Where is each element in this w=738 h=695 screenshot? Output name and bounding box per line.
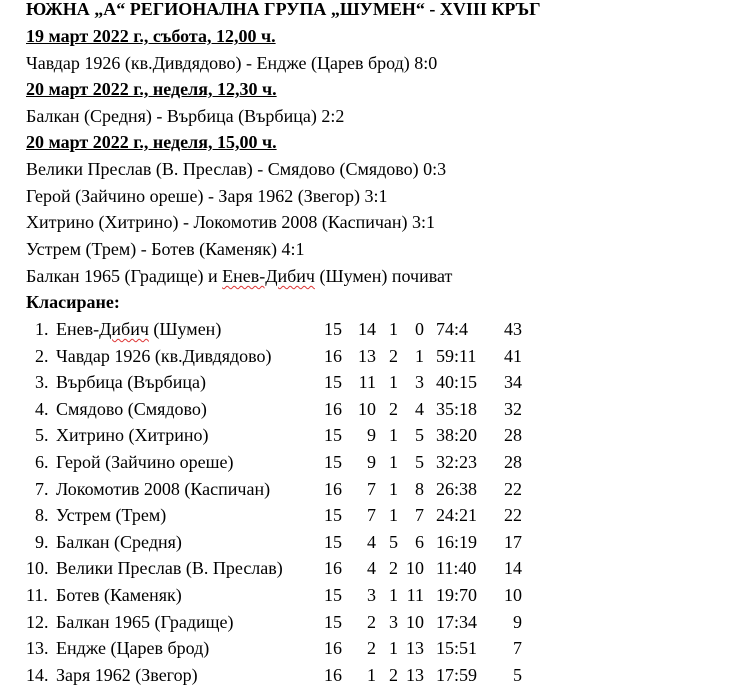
wins: 9 <box>367 452 376 472</box>
played: 15 <box>324 612 342 632</box>
draws: 2 <box>389 399 398 419</box>
team-position: 6. <box>35 452 49 472</box>
losses: 10 <box>406 558 424 578</box>
losses: 6 <box>415 532 424 552</box>
losses: 4 <box>415 399 424 419</box>
table-row <box>0 424 738 446</box>
team-position: 8. <box>35 505 49 525</box>
goal-difference: 26:38 <box>436 479 478 499</box>
match-date: 19 март 2022 г., събота, 12,00 ч. <box>26 26 276 46</box>
wins: 3 <box>367 585 376 605</box>
table-row <box>0 584 738 606</box>
wins: 1 <box>367 665 376 685</box>
played: 16 <box>324 638 342 658</box>
table-row <box>0 371 738 393</box>
table-row <box>0 504 738 526</box>
table-row <box>0 318 738 340</box>
table-row <box>0 557 738 579</box>
team-name: Хитрино (Хитрино) <box>56 425 209 445</box>
losses: 3 <box>415 372 424 392</box>
played: 15 <box>324 425 342 445</box>
team-position: 9. <box>35 532 49 552</box>
points: 14 <box>504 558 522 578</box>
wins: 10 <box>358 399 376 419</box>
wins: 4 <box>367 558 376 578</box>
draws: 5 <box>389 532 398 552</box>
points: 10 <box>504 585 522 605</box>
points: 28 <box>504 452 522 472</box>
table-row <box>0 664 738 686</box>
played: 15 <box>324 505 342 525</box>
match-result: Устрем (Трем) - Ботев (Каменяк) 4:1 <box>26 239 305 259</box>
resting-after: (Шумен) почиват <box>314 266 453 286</box>
team-name: Ботев (Каменяк) <box>56 585 182 605</box>
draws: 1 <box>389 505 398 525</box>
wins: 13 <box>358 346 376 366</box>
team-name: Ендже (Царев брод) <box>56 638 210 658</box>
wins: 7 <box>367 479 376 499</box>
table-row <box>0 451 738 473</box>
points: 5 <box>513 665 522 685</box>
wins: 11 <box>358 372 376 392</box>
team-name: Балкан 1965 (Градище) <box>56 612 234 632</box>
team-position: 12. <box>26 612 49 632</box>
goal-difference: 17:34 <box>436 612 478 632</box>
wins: 4 <box>367 532 376 552</box>
played: 15 <box>324 452 342 472</box>
goal-difference: 38:20 <box>436 425 478 445</box>
wins: 2 <box>367 638 376 658</box>
goal-difference: 17:59 <box>436 665 478 685</box>
played: 15 <box>324 372 342 392</box>
goal-difference: 11:40 <box>436 558 477 578</box>
goal-difference: 35:18 <box>436 399 478 419</box>
draws: 2 <box>389 346 398 366</box>
team-position: 10. <box>26 558 49 578</box>
points: 22 <box>504 505 522 525</box>
page-title: ЮЖНА „А“ РЕГИОНАЛНА ГРУПА „ШУМЕН“ - XVIII КРЪГ <box>26 0 541 19</box>
standings-heading: Класиране: <box>26 292 120 312</box>
points: 28 <box>504 425 522 445</box>
losses: 0 <box>415 319 424 339</box>
wins: 14 <box>358 319 376 339</box>
match-date: 20 март 2022 г., неделя, 12,30 ч. <box>26 79 277 99</box>
played: 16 <box>324 558 342 578</box>
goal-difference: 59:11 <box>436 346 477 366</box>
team-name: Смядово (Смядово) <box>56 399 207 419</box>
draws: 1 <box>389 479 398 499</box>
wins: 9 <box>367 425 376 445</box>
draws: 1 <box>389 585 398 605</box>
points: 7 <box>513 638 522 658</box>
draws: 1 <box>389 372 398 392</box>
losses: 10 <box>406 612 424 632</box>
match-result: Чавдар 1926 (кв.Дивдядово) - Ендже (Царев брод) 8:0 <box>26 53 438 73</box>
table-row <box>0 531 738 553</box>
resting-before: Балкан 1965 (Градище) и <box>26 266 223 286</box>
team-name: Заря 1962 (Звегор) <box>56 665 198 685</box>
table-row <box>0 611 738 633</box>
team-name: Велики Преслав (В. Преслав) <box>56 558 283 578</box>
goal-difference: 19:70 <box>436 585 478 605</box>
team-position: 1. <box>35 319 49 339</box>
team-name: Герой (Зайчино ореше) <box>56 452 234 472</box>
match-result: Герой (Зайчино ореше) - Заря 1962 (Звегор) 3:1 <box>26 186 388 206</box>
points: 9 <box>513 612 522 632</box>
points: 43 <box>504 319 522 339</box>
table-row <box>0 478 738 500</box>
played: 16 <box>324 479 342 499</box>
draws: 1 <box>389 425 398 445</box>
goal-difference: 15:51 <box>436 638 478 658</box>
goal-difference: 32:23 <box>436 452 478 472</box>
draws: 1 <box>389 319 398 339</box>
wins: 2 <box>367 612 376 632</box>
played: 15 <box>324 319 342 339</box>
losses: 13 <box>406 665 424 685</box>
goal-difference: 74:4 <box>436 319 469 339</box>
played: 15 <box>324 585 342 605</box>
draws: 2 <box>389 665 398 685</box>
resting-teams <box>26 265 452 287</box>
match-result: Хитрино (Хитрино) - Локомотив 2008 (Каспичан) 3:1 <box>26 212 436 232</box>
points: 17 <box>504 532 522 552</box>
team-name: Върбица (Върбица) <box>56 372 206 392</box>
team-name: Чавдар 1926 (кв.Дивдядово) <box>56 346 272 366</box>
points: 41 <box>504 346 522 366</box>
losses: 5 <box>415 452 424 472</box>
wins: 7 <box>367 505 376 525</box>
team-position: 5. <box>35 425 49 445</box>
team-position: 11. <box>26 585 48 605</box>
table-row <box>0 398 738 420</box>
points: 34 <box>504 372 522 392</box>
team-name: Енев-Дибич (Шумен) <box>56 319 222 339</box>
goal-difference: 16:19 <box>436 532 478 552</box>
goal-difference: 40:15 <box>436 372 478 392</box>
team-name: Локомотив 2008 (Каспичан) <box>56 479 271 499</box>
resting-team: Енев-Дибич <box>222 266 315 286</box>
losses: 1 <box>415 346 424 366</box>
losses: 11 <box>406 585 424 605</box>
team-position: 7. <box>35 479 49 499</box>
goal-difference: 24:21 <box>436 505 478 525</box>
draws: 2 <box>389 558 398 578</box>
team-name: Устрем (Трем) <box>56 505 167 525</box>
losses: 5 <box>415 425 424 445</box>
match-result: Велики Преслав (В. Преслав) - Смядово (Смядово) 0:3 <box>26 159 447 179</box>
table-row <box>0 345 738 367</box>
table-row <box>0 637 738 659</box>
draws: 3 <box>389 612 398 632</box>
played: 16 <box>324 399 342 419</box>
team-name: Балкан (Средня) <box>56 532 182 552</box>
points: 22 <box>504 479 522 499</box>
team-position: 3. <box>35 372 49 392</box>
losses: 13 <box>406 638 424 658</box>
match-result: Балкан (Средня) - Върбица (Върбица) 2:2 <box>26 106 345 126</box>
team-position: 13. <box>26 638 49 658</box>
draws: 1 <box>389 452 398 472</box>
team-position: 4. <box>35 399 49 419</box>
points: 32 <box>504 399 522 419</box>
losses: 8 <box>415 479 424 499</box>
match-date: 20 март 2022 г., неделя, 15,00 ч. <box>26 132 277 152</box>
played: 15 <box>324 532 342 552</box>
team-position: 2. <box>35 346 49 366</box>
played: 16 <box>324 346 342 366</box>
team-position: 14. <box>26 665 49 685</box>
losses: 7 <box>415 505 424 525</box>
draws: 1 <box>389 638 398 658</box>
played: 16 <box>324 665 342 685</box>
